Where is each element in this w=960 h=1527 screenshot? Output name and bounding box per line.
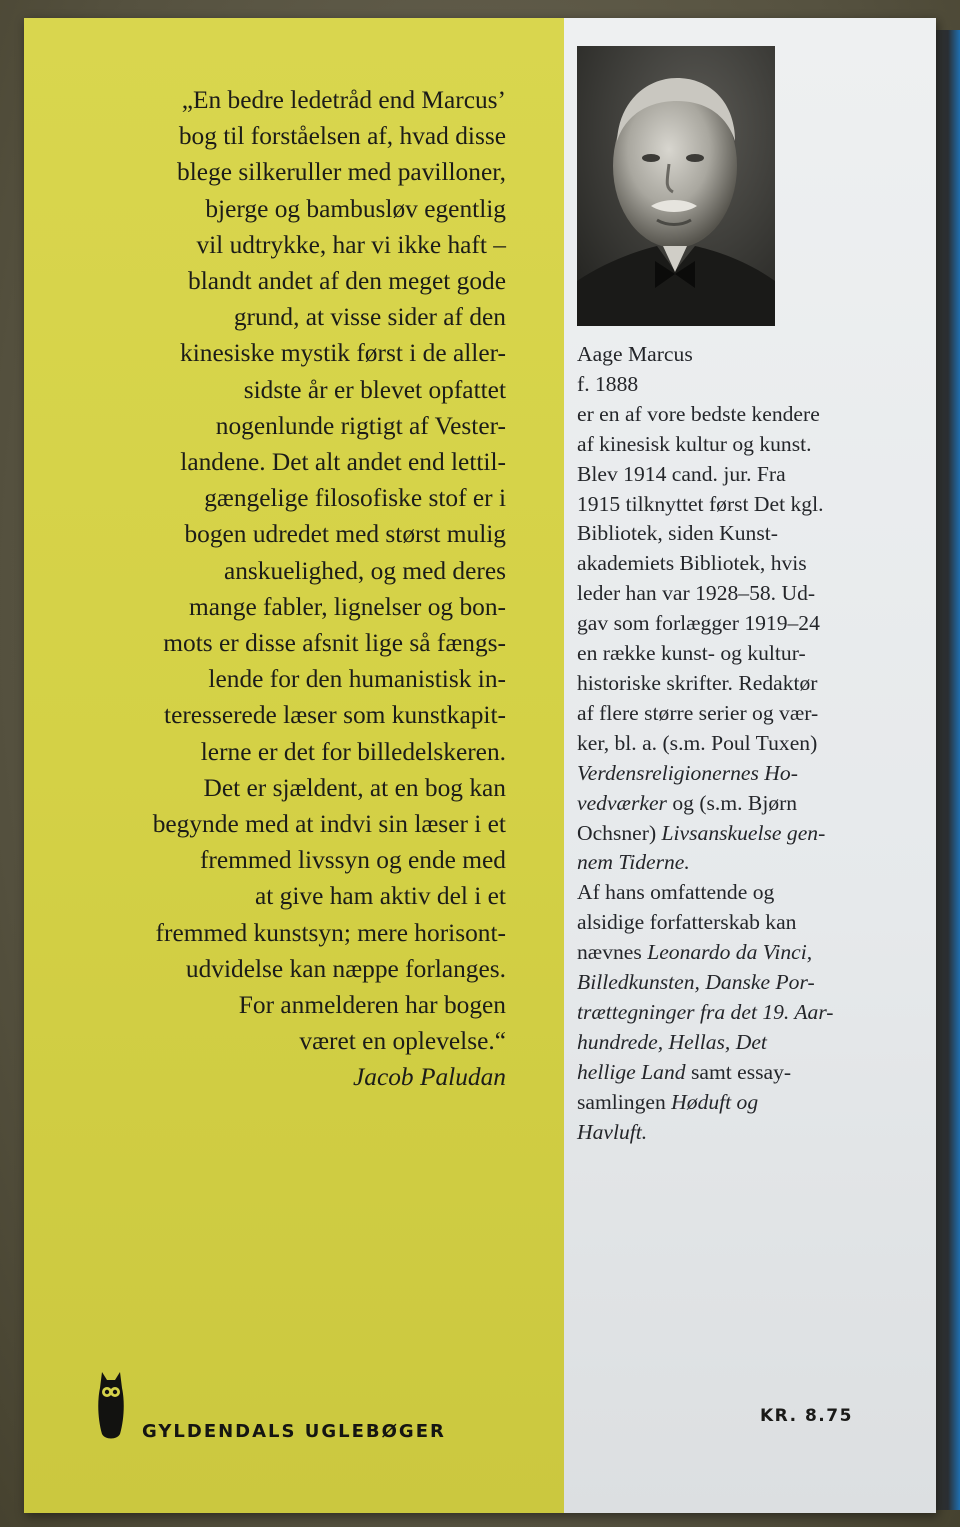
quote-line: kinesiske mystik først i de aller- (180, 339, 506, 368)
bio-line: leder han var 1928–58. Ud- (577, 581, 816, 606)
bio-line: alsidige forfatterskab kan (577, 910, 797, 935)
quote-line: udvidelse kan næppe forlanges. (185, 954, 506, 983)
quote-line: sidste år er blevet opfattet (243, 375, 506, 404)
quote-line: at give ham aktiv del i et (254, 882, 506, 911)
publisher-name: GYLDENDALS UGLEBØGER (142, 1421, 446, 1442)
author-portrait-photo (577, 46, 775, 326)
book-title: trættegninger fra det 19. Aar- (577, 999, 834, 1024)
bio-line: Blev 1914 cand. jur. Fra (577, 461, 786, 486)
bio-text: Ochsner) (577, 820, 662, 845)
quote-line: vil udtrykke, har vi ikke haft – (196, 230, 506, 259)
quote-line: bogen udredet med størst mulig (184, 520, 506, 549)
bio-line: af flere større serier og vær- (577, 700, 819, 725)
bio-line: er en af vore bedste kendere (577, 401, 820, 426)
bio-line (577, 819, 877, 849)
bio-line: en række kunst- og kultur- (577, 641, 806, 666)
bio-line (577, 1028, 877, 1058)
quote-line: nogenlunde rigtigt af Vester- (215, 411, 506, 440)
bio-line (577, 1118, 877, 1148)
quote-line: grund, at visse sider af den (233, 303, 506, 332)
bio-line (577, 1058, 877, 1088)
bio-line (577, 789, 877, 819)
bio-text: nævnes (577, 940, 648, 965)
book-title: Havluft. (577, 1119, 648, 1144)
bio-line (577, 759, 877, 789)
author-name: Aage Marcus (577, 342, 693, 366)
bio-line (577, 1088, 877, 1118)
quote-line: teresserede læser som kunstkapit- (164, 701, 506, 730)
quote-line: gængelige filosofiske stof er i (204, 484, 506, 513)
bio-line: Af hans omfattende og (577, 880, 775, 905)
author-born: f. 1888 (577, 371, 639, 396)
bio-line: ker, bl. a. (s.m. Poul Tuxen) (577, 730, 818, 755)
quote-line: landene. Det alt andet end lettil- (180, 448, 506, 477)
bio-text: samlingen (577, 1089, 672, 1114)
quote-line: bog til forståelsen af, hvad disse (178, 122, 506, 151)
quote-line: lerne er det for billedelskeren. (200, 737, 506, 766)
owl-icon (96, 1368, 126, 1442)
quote-line: mange fabler, lignelser og bon- (189, 592, 506, 621)
bio-line: gav som forlægger 1919–24 (577, 611, 820, 636)
book-title: Livsanskuelse gen- (661, 820, 826, 845)
quote-line: begynde med at indvi sin læser i et (152, 810, 506, 839)
quote-line: blege silkeruller med pavilloner, (177, 158, 506, 187)
book-title: hellige Land (577, 1059, 686, 1084)
publisher-imprint (96, 1368, 446, 1442)
bio-line: historiske skrifter. Redaktør (577, 670, 818, 695)
price-label: KR. 8.75 (760, 1406, 853, 1426)
bio-text: og (s.m. Bjørn (666, 790, 798, 815)
quote-line: blandt andet af den meget gode (188, 267, 506, 296)
quote-line: været en oplevelse.“ (299, 1027, 506, 1056)
quote-author: Jacob Paludan (352, 1063, 506, 1092)
quote-line: lende for den humanistisk in- (208, 665, 506, 694)
book-title: nem Tiderne. (577, 850, 690, 875)
book-title: vedværker (577, 790, 667, 815)
author-biography (577, 340, 877, 1147)
bio-line (577, 848, 877, 878)
quote-line: For anmelderen har bogen (238, 991, 506, 1020)
bio-text: samt essay- (685, 1059, 792, 1084)
book-title: Leonardo da Vinci, (647, 940, 813, 965)
quote-line: anskuelighed, og med deres (223, 556, 506, 585)
quote-line: fremmed livssyn og ende med (199, 846, 506, 875)
bio-line: 1915 tilknyttet først Det kgl. (577, 491, 824, 516)
bio-line (577, 938, 877, 968)
bio-line: af kinesisk kultur og kunst. (577, 431, 812, 456)
book-title: Verdensreligionernes Ho- (577, 760, 798, 785)
bio-line: akademiets Bibliotek, hvis (577, 551, 807, 576)
book-title: Billedkunsten, Danske Por- (577, 970, 815, 995)
quote-line: bjerge og bambusløv egentlig (205, 194, 506, 223)
quote-line: Det er sjældent, at en bog kan (203, 773, 506, 802)
quote-line: fremmed kunstsyn; mere horisont- (155, 918, 506, 947)
book-title: hundrede, Hellas, Det (577, 1029, 767, 1054)
review-quote (78, 82, 506, 1096)
bio-line: Bibliotek, siden Kunst- (577, 521, 778, 546)
bio-line (577, 998, 877, 1028)
quote-line: „En bedre ledetråd end Marcus’ (181, 86, 506, 114)
book-title: Høduft og (671, 1089, 759, 1114)
bio-line (577, 968, 877, 998)
quote-line: mots er disse afsnit lige så fængs- (163, 629, 506, 658)
